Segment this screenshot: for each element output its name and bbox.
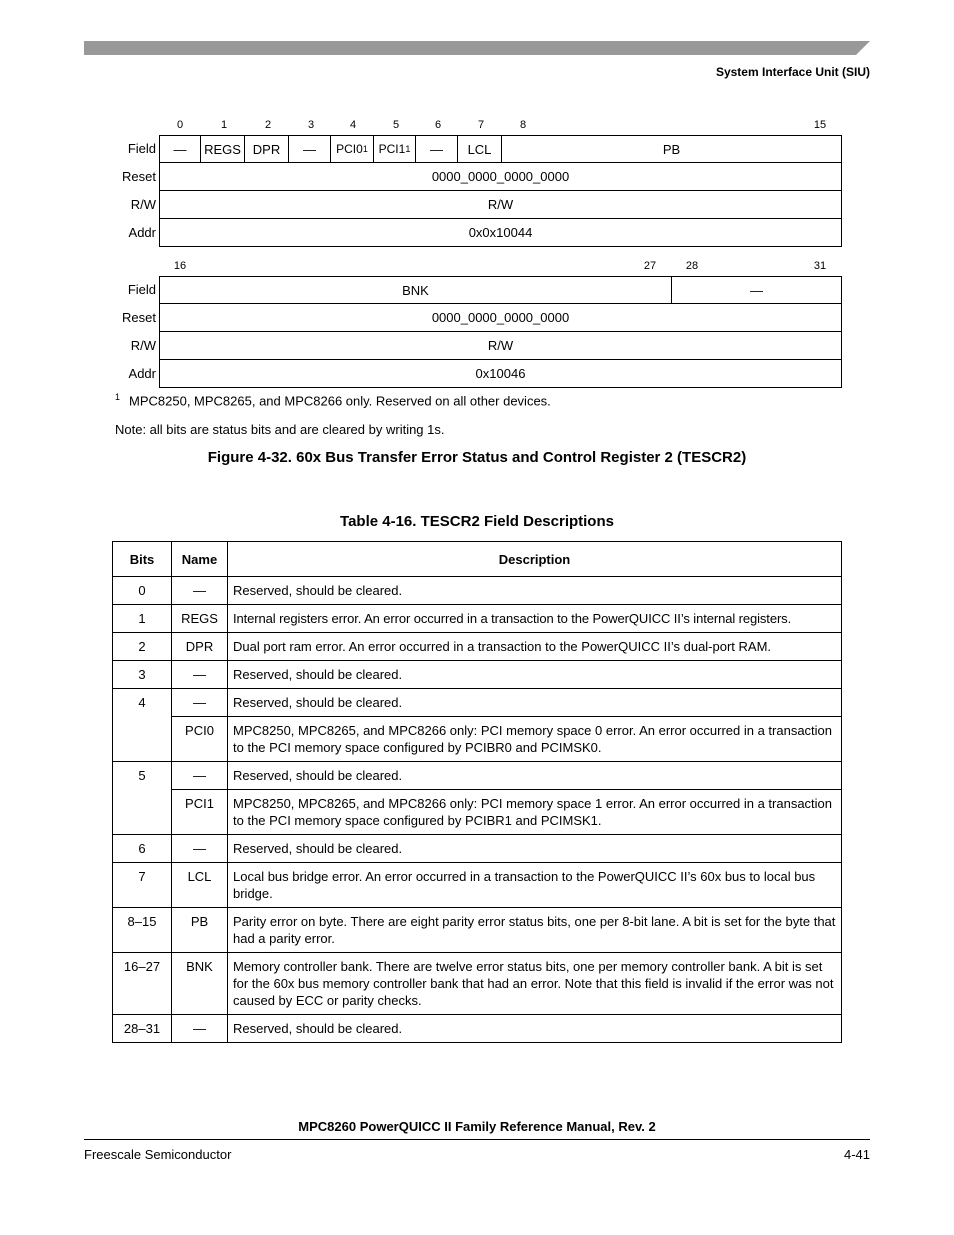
table-row <box>113 717 842 762</box>
row-label: Addr <box>128 366 156 381</box>
row-label: R/W <box>130 338 156 353</box>
cell-bits: 0 <box>113 577 172 605</box>
header-name: Name <box>172 542 228 577</box>
cell-name: LCL <box>172 863 228 908</box>
footer-company: Freescale Semiconductor <box>84 1147 232 1162</box>
table-row <box>113 953 842 1015</box>
reset-value: 0000_0000_0000_0000 <box>159 304 842 332</box>
field-lcl: LCL <box>458 135 502 163</box>
row-label: Field <box>127 282 156 297</box>
cell-name: — <box>172 762 228 790</box>
cell-name: — <box>172 1015 228 1043</box>
field-row <box>112 135 842 163</box>
cell-bits: 1 <box>113 605 172 633</box>
table-row <box>113 908 842 953</box>
bit-numbers <box>112 258 842 276</box>
cell-bits: 2 <box>113 633 172 661</box>
bit-number: 15 <box>813 119 827 131</box>
cell-description: Dual port ram error. An error occurred in a transaction to the PowerQUICC II’s dual-port RAM. <box>228 633 842 661</box>
field-reserved: — <box>416 135 458 163</box>
addr-row <box>112 219 842 247</box>
cell-bits: 7 <box>113 863 172 908</box>
cell-name: REGS <box>172 605 228 633</box>
table-row <box>113 835 842 863</box>
table-row <box>113 790 842 835</box>
table-row <box>113 633 842 661</box>
row-label: R/W <box>130 197 156 212</box>
cell-name: PCI1 <box>172 790 228 835</box>
field-pci0: PCI0 1 <box>331 135 374 163</box>
reset-row <box>112 163 842 191</box>
footnote-text: MPC8250, MPC8265, and MPC8266 only. Reserved on all other devices. <box>129 393 551 409</box>
footnote-mark: 1 <box>115 392 121 402</box>
cell-description: Reserved, should be cleared. <box>228 1015 842 1043</box>
bit-number: 4 <box>349 119 357 131</box>
field-row <box>112 276 842 304</box>
bit-number: 7 <box>477 119 485 131</box>
row-label: Field <box>127 141 156 156</box>
addr-value: 0x10046 <box>159 360 842 388</box>
field-reserved: — <box>159 135 201 163</box>
field-regs: REGS <box>201 135 245 163</box>
cell-description: Reserved, should be cleared. <box>228 835 842 863</box>
cell-name: — <box>172 661 228 689</box>
bit-numbers <box>112 117 842 135</box>
table-row <box>113 605 842 633</box>
cell-name: BNK <box>172 953 228 1015</box>
header-bar <box>84 41 870 55</box>
footer-divider <box>84 1139 870 1140</box>
note: Note: all bits are status bits and are cleared by writing 1s. <box>115 422 445 437</box>
cell-description: MPC8250, MPC8265, and MPC8266 only: PCI memory space 1 error. An error occurred in a transaction to the PCI memory space configured by PCIBR1 and PCIMSK1. <box>228 790 842 835</box>
cell-description: Local bus bridge error. An error occurred in a transaction to the PowerQUICC II’s 60x bus to local bus bridge. <box>228 863 842 908</box>
field-pci1: PCI1 1 <box>374 135 416 163</box>
cell-name: — <box>172 835 228 863</box>
rw-value: R/W <box>159 332 842 360</box>
cell-bits: 5 <box>113 762 172 835</box>
table-row <box>113 863 842 908</box>
cell-name: — <box>172 689 228 717</box>
header-description: Description <box>228 542 842 577</box>
row-label: Reset <box>122 310 156 325</box>
table-header-row <box>113 542 842 577</box>
cell-bits: 3 <box>113 661 172 689</box>
table-row <box>113 661 842 689</box>
cell-description: Reserved, should be cleared. <box>228 577 842 605</box>
bit-number: 8 <box>519 119 527 131</box>
bit-number: 1 <box>220 119 228 131</box>
reset-row <box>112 304 842 332</box>
register-diagram-upper <box>112 117 842 247</box>
cell-name: — <box>172 577 228 605</box>
cell-description: Reserved, should be cleared. <box>228 689 842 717</box>
cell-description: Parity error on byte. There are eight parity error status bits, one per 8-bit lane. A bit is set for the byte that had a parity error. <box>228 908 842 953</box>
cell-description: Reserved, should be cleared. <box>228 762 842 790</box>
cell-name: PCI0 <box>172 717 228 762</box>
field-reserved: — <box>672 276 842 304</box>
field-description-table <box>112 541 842 1043</box>
table-row <box>113 577 842 605</box>
footnote <box>115 392 551 408</box>
field-bnk: BNK <box>159 276 672 304</box>
table-row <box>113 1015 842 1043</box>
register-diagram-lower <box>112 258 842 388</box>
field-pci1-label: PCI1 <box>378 142 406 156</box>
bit-number: 16 <box>173 260 187 272</box>
cell-bits: 4 <box>113 689 172 762</box>
figure-caption: Figure 4-32. 60x Bus Transfer Error Status and Control Register 2 (TESCR2) <box>207 449 747 466</box>
cell-description: Internal registers error. An error occurred in a transaction to the PowerQUICC II’s internal registers. <box>228 605 842 633</box>
field-pb: PB <box>502 135 842 163</box>
bit-number: 0 <box>176 119 184 131</box>
cell-name: DPR <box>172 633 228 661</box>
addr-row <box>112 360 842 388</box>
field-pci0-label: PCI0 <box>336 142 363 156</box>
table-row <box>113 689 842 717</box>
table-row <box>113 762 842 790</box>
bit-number: 31 <box>813 260 827 272</box>
bit-number: 2 <box>264 119 272 131</box>
cell-bits: 8–15 <box>113 908 172 953</box>
cell-description: Memory controller bank. There are twelve error status bits, one per memory controller bank. A bit is set for the 60x bus memory controller bank that had an error. Note that this field is invalid if the error was not caused by ECC or parity checks. <box>228 953 842 1015</box>
bit-number: 28 <box>685 260 699 272</box>
cell-description: Reserved, should be cleared. <box>228 661 842 689</box>
field-reserved: — <box>289 135 331 163</box>
page-number: 4-41 <box>843 1147 870 1162</box>
bit-number: 27 <box>643 260 657 272</box>
cell-name: PB <box>172 908 228 953</box>
cell-bits: 6 <box>113 835 172 863</box>
bit-number: 6 <box>434 119 442 131</box>
row-label: Reset <box>122 169 156 184</box>
footer-manual-title: MPC8260 PowerQUICC II Family Reference Manual, Rev. 2 <box>298 1119 656 1134</box>
table-caption: Table 4-16. TESCR2 Field Descriptions <box>340 513 614 530</box>
bit-number: 3 <box>307 119 315 131</box>
header-bits: Bits <box>113 542 172 577</box>
section-title: System Interface Unit (SIU) <box>715 65 870 79</box>
reset-value: 0000_0000_0000_0000 <box>159 163 842 191</box>
row-label: Addr <box>128 225 156 240</box>
cell-bits: 28–31 <box>113 1015 172 1043</box>
rw-row <box>112 191 842 219</box>
cell-bits: 16–27 <box>113 953 172 1015</box>
cell-description: MPC8250, MPC8265, and MPC8266 only: PCI memory space 0 error. An error occurred in a transaction to the PCI memory space configured by PCIBR0 and PCIMSK0. <box>228 717 842 762</box>
rw-value: R/W <box>159 191 842 219</box>
bit-number: 5 <box>392 119 400 131</box>
addr-value: 0x0x10044 <box>159 219 842 247</box>
field-dpr: DPR <box>245 135 289 163</box>
rw-row <box>112 332 842 360</box>
